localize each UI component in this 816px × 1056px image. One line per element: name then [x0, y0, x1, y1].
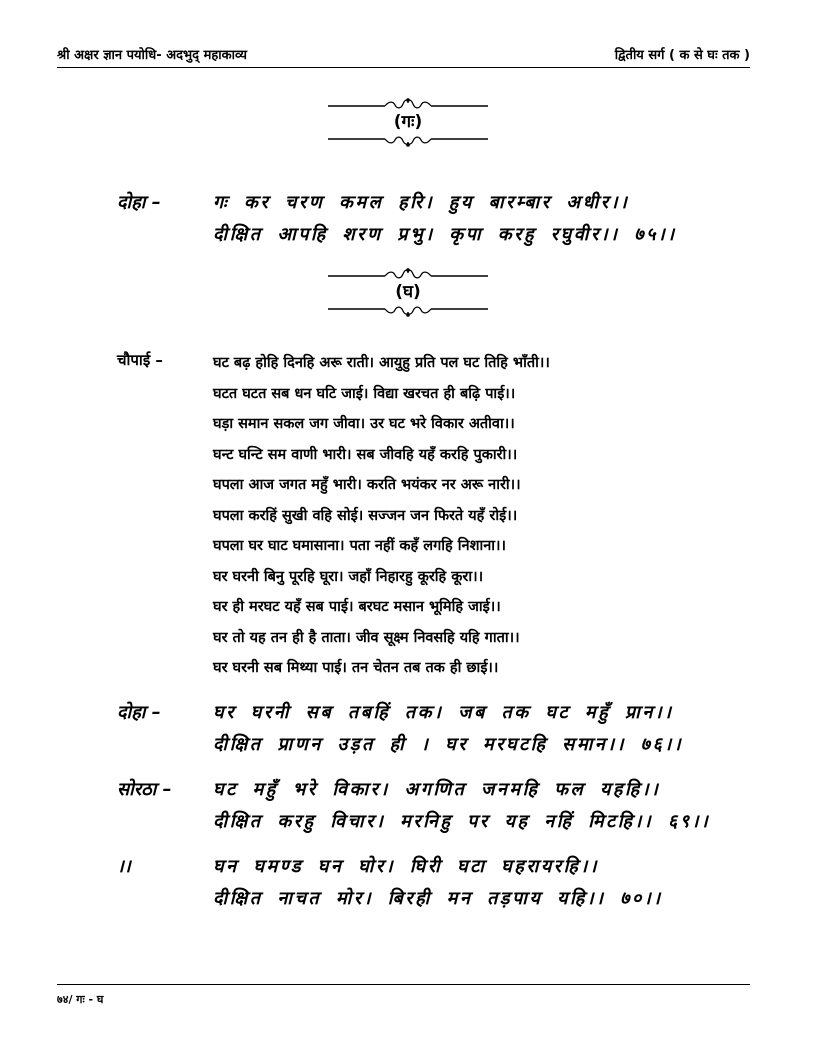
header-book-title: श्री अक्षर ज्ञान पयोधि- अदभुद् महाकाव्य — [57, 48, 247, 63]
section-title-gha: (घ) — [395, 282, 421, 302]
sortha-line-2: दीक्षित करहु विचार। मरनिहु पर यह नहिं मिटहि।। ६९।। — [213, 811, 711, 832]
section-heading-gha — [318, 267, 498, 317]
page-header — [57, 45, 750, 68]
ornament-divider-bottom — [318, 303, 498, 317]
section-heading-ga — [318, 97, 498, 147]
chaupai-line: घर घरनी सब मिथ्या पाई। तन चेतन तब तक ही छाई।। — [213, 660, 499, 676]
chaupai-line: घड़ा समान सकल जग जीवा। उर घट भरे विकार अतीवा।। — [213, 416, 515, 432]
chaupai-line: घट बढ़ होहि दिनहि अरू राती। आयुहु प्रति पल घट तिहि भाँती।। — [213, 355, 550, 371]
chaupai-verses — [213, 348, 550, 684]
page-footer: ७४/ गः - घ — [57, 993, 104, 1006]
chaupai-line: घर घरनी बिनु पूरहि घूरा। जहाँ निहारहु कूरहि कूरा।। — [213, 568, 484, 585]
chaupai-line: घन्ट घन्टि सम वाणी भारी। सब जीवहि यहँ करहि पुकारी।। — [213, 446, 518, 463]
chaupai-line: घपला करहिं सुखी वहि सोई। सज्जन जन फिरते यहँ रोई।। — [213, 507, 518, 524]
footer-rule — [57, 984, 750, 985]
ornament-divider-top — [318, 267, 498, 281]
chaupai-line: घर ही मरघट यहँ सब पाई। बरघट मसान भूमिहि जाई।। — [213, 599, 501, 615]
chaupai-line: घपला घर घाट घमासाना। पता नहीं कहँ लगहि निशाना।। — [213, 538, 507, 554]
ornament-divider-bottom — [318, 133, 498, 147]
doha-1-line-2: दीक्षित आपहि शरण प्रभु। कृपा करहु रघुवीर।। ७५।। — [213, 224, 677, 245]
doha-2-label: दोहा – — [117, 702, 161, 723]
doha-1-label: दोहा – — [117, 192, 161, 213]
doha-1-line-1: गः कर चरण कमल हरि। हुय बारम्बार अधीर।। — [213, 192, 630, 213]
ornament-divider-top — [318, 97, 498, 111]
sortha-line-1: घट महुँ भरे विकार। अगणित जनमहि फल यहहि।। — [213, 779, 661, 800]
doha-2-line-2: दीक्षित प्राणन उड़त ही । घर मरघटहि समान।। ७६।। — [213, 734, 684, 755]
sortha-2-line-2: दीक्षित नाचत मोर। बिरही मन तड़पाय यहि।। ७०।। — [213, 888, 663, 909]
chaupai-label: चौपाई – — [117, 351, 163, 369]
sortha-2-line-1: घन घमण्ड घन घोर। घिरी घटा घहरायरहि।। — [213, 856, 600, 877]
chaupai-line: घर तो यह तन ही है ताता। जीव सूक्ष्म निवसहि यहि गाता।। — [213, 629, 520, 646]
doha-2-line-1: घर घरनी सब तबहिं तक। जब तक घट महुँ प्रान।। — [213, 702, 674, 723]
section-title-ga: (गः) — [393, 112, 423, 132]
header-chapter-title: द्वितीय सर्ग ( क से घः तक ) — [614, 48, 750, 63]
sortha-label: सोरठा – — [117, 779, 172, 800]
sortha-2-label: ।। — [117, 856, 131, 877]
chaupai-line: घटत घटत सब धन घटि जाई। विद्या खरचत ही बढ़ि पाई।। — [213, 385, 516, 402]
chaupai-line: घपला आज जगत महुँ भारी। करति भयंकर नर अरू नारी।। — [213, 477, 521, 493]
